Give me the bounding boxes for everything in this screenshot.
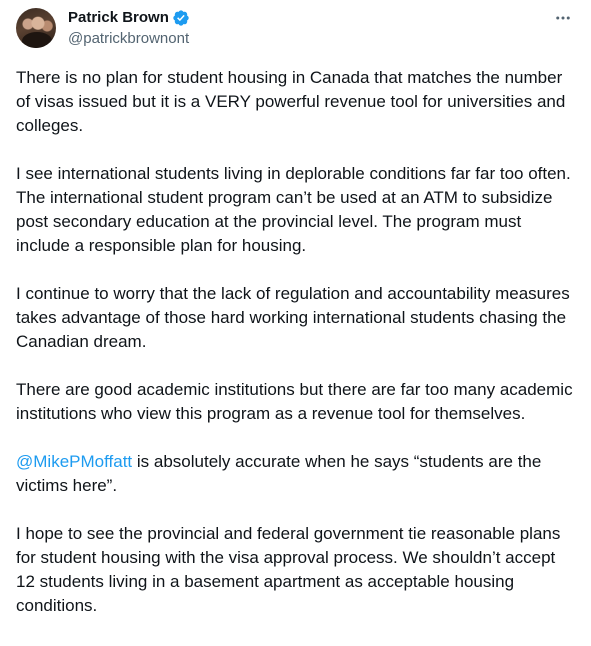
tweet-paragraph: I hope to see the provincial and federal government tie reasonable plans for student housing with the visa approval process. We shouldn’t accept 12 students living in a basement apartment as acceptable housing conditions. [16,524,561,615]
avatar[interactable] [16,8,56,48]
verified-badge-icon[interactable] [172,9,190,27]
author-display-name[interactable]: Patrick Brown [68,9,169,26]
author-handle[interactable]: @patrickbrownont [68,30,190,47]
tweet-text [16,66,575,618]
mention-link[interactable]: @MikePMoffatt [16,452,133,471]
tweet-paragraph: There is no plan for student housing in Canada that matches the number of visas issued but it is a VERY powerful revenue tool for universities and colleges. [16,68,566,135]
tweet-paragraph: I see international students living in deplorable conditions far far too often. The international student program can’t be used at an ATM to subsidize post secondary education at the provincial level. The program must include a responsible plan for housing. [16,164,571,255]
tweet-paragraph-mention [16,450,575,498]
author-info [68,8,190,49]
tweet-paragraph: There are good academic institutions but there are far too many academic institutions who view this program as a revenue tool for themselves. [16,380,573,423]
more-horizontal-icon [554,9,572,27]
tweet-header [16,8,575,56]
more-options-button[interactable] [551,8,575,28]
mention-text: is absolutely accurate when he says “students are the victims here”. [16,452,542,495]
name-row [68,8,190,28]
tweet-paragraph: I continue to worry that the lack of regulation and accountability measures takes advantage of those hard working international students chasing the Canadian dream. [16,284,570,351]
